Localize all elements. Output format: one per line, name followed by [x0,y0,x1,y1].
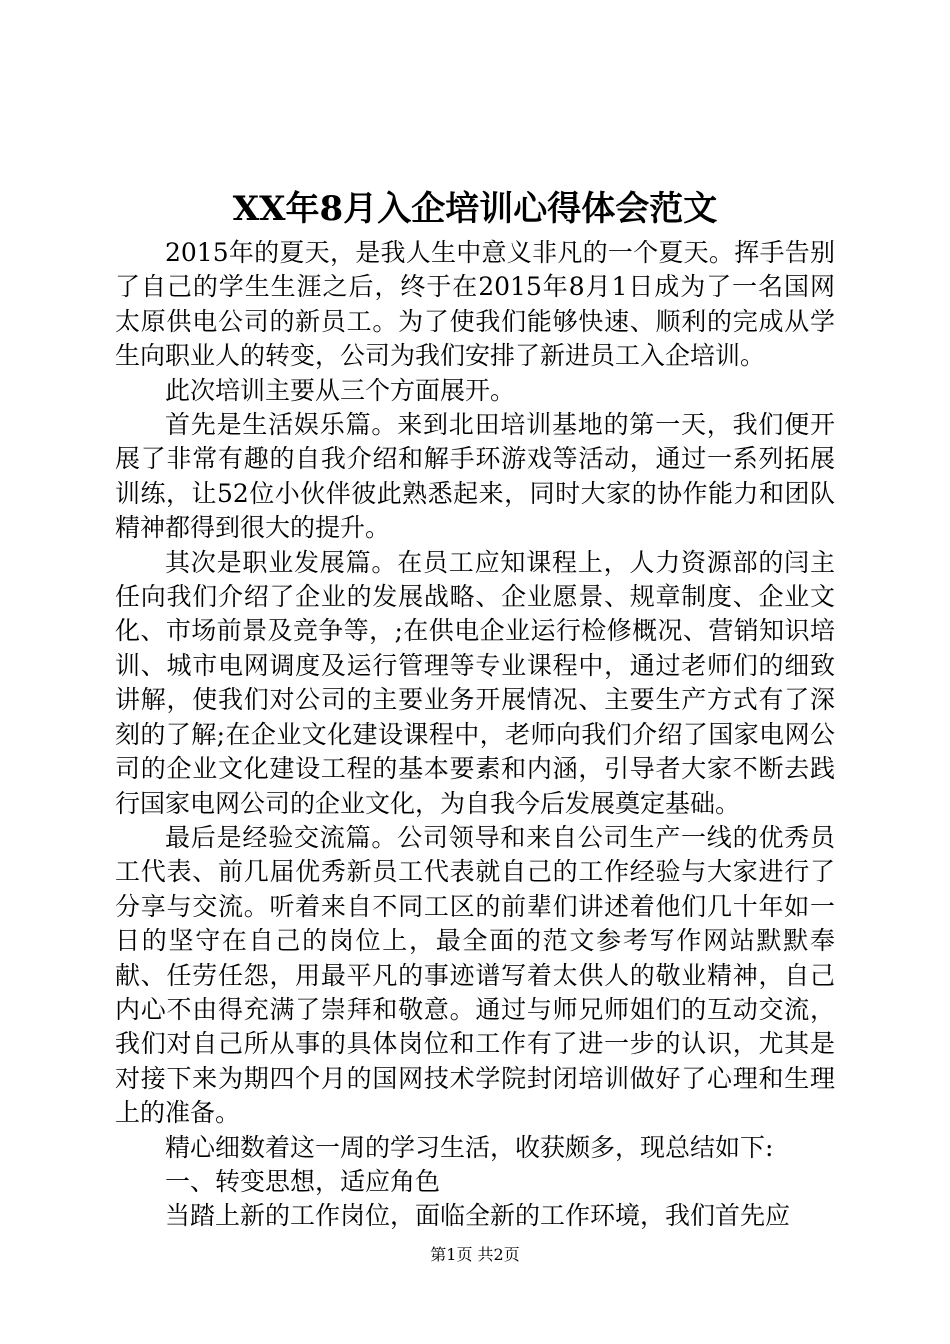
paragraph-overview: 此次培训主要从三个方面展开。 [165,375,516,405]
document-title: XX年8月入企培训心得体会范文 [232,189,718,229]
paragraph-experience-exchange: 最后是经验交流篇。公司领导和来自公司生产一线的优秀员工代表、前几届优秀新员工代表就自己的工作经验与大家进行了分享与交流。听着来自不同工区的前辈们讲述着他们几十年如一日的坚守在自己的岗位上，最全面的范文参考写作网站默默奉献、任劳任怨，用最平凡的事迹谱写着太供人的敬业精神，自己内心不由得充满了崇拜和敬意。通过与师兄师姐们的互动交流，我们对自己所从事的具体岗位和工作有了进一步的认识，尤其是对接下来为期四个月的国网技术学院封闭培训做好了心理和生理上的准备。 [115,822,835,1128]
page-number-footer: 第1页 共2页 [430,1245,520,1264]
paragraph-section-1-start: 当踏上新的工作岗位，面临全新的工作环境，我们首先应 [165,1201,791,1231]
section-heading-1: 一、转变思想，适应角色 [165,1166,441,1196]
paragraph-career-development: 其次是职业发展篇。在员工应知课程上，人力资源部的闫主任向我们介绍了企业的发展战略、企业愿景、规章制度、企业文化、市场前景及竞争等，;在供电企业运行检修概况、营销知识培训、城市电网调度及运行管理等专业课程中，通过老师们的细致讲解，使我们对公司的主要业务开展情况、主要生产方式有了深刻的了解;在企业文化建设课程中，老师向我们介绍了国家电网公司的企业文化建设工程的基本要素和内涵，引导者大家不断去践行国家电网公司的企业文化，为自我今后发展奠定基础。 [115,547,835,818]
document-body [115,236,835,1234]
paragraph-intro: 2015年的夏天，是我人生中意义非凡的一个夏天。挥手告别了自己的学生生涯之后，终于在2015年8月1日成为了一名国网太原供电公司的新员工。为了使我们能够快速、顺利的完成从学生向职业人的转变，公司为我们安排了新进员工入企培训。 [115,238,835,371]
paragraph-life-entertainment: 首先是生活娱乐篇。来到北田培训基地的第一天，我们便开展了非常有趣的自我介绍和解手环游戏等活动，通过一系列拓展训练，让52位小伙伴彼此熟悉起来，同时大家的协作能力和团队精神都得到很大的提升。 [115,410,835,543]
paragraph-summary-lead: 精心细数着这一周的学习生活，收获颇多，现总结如下: [165,1132,774,1162]
